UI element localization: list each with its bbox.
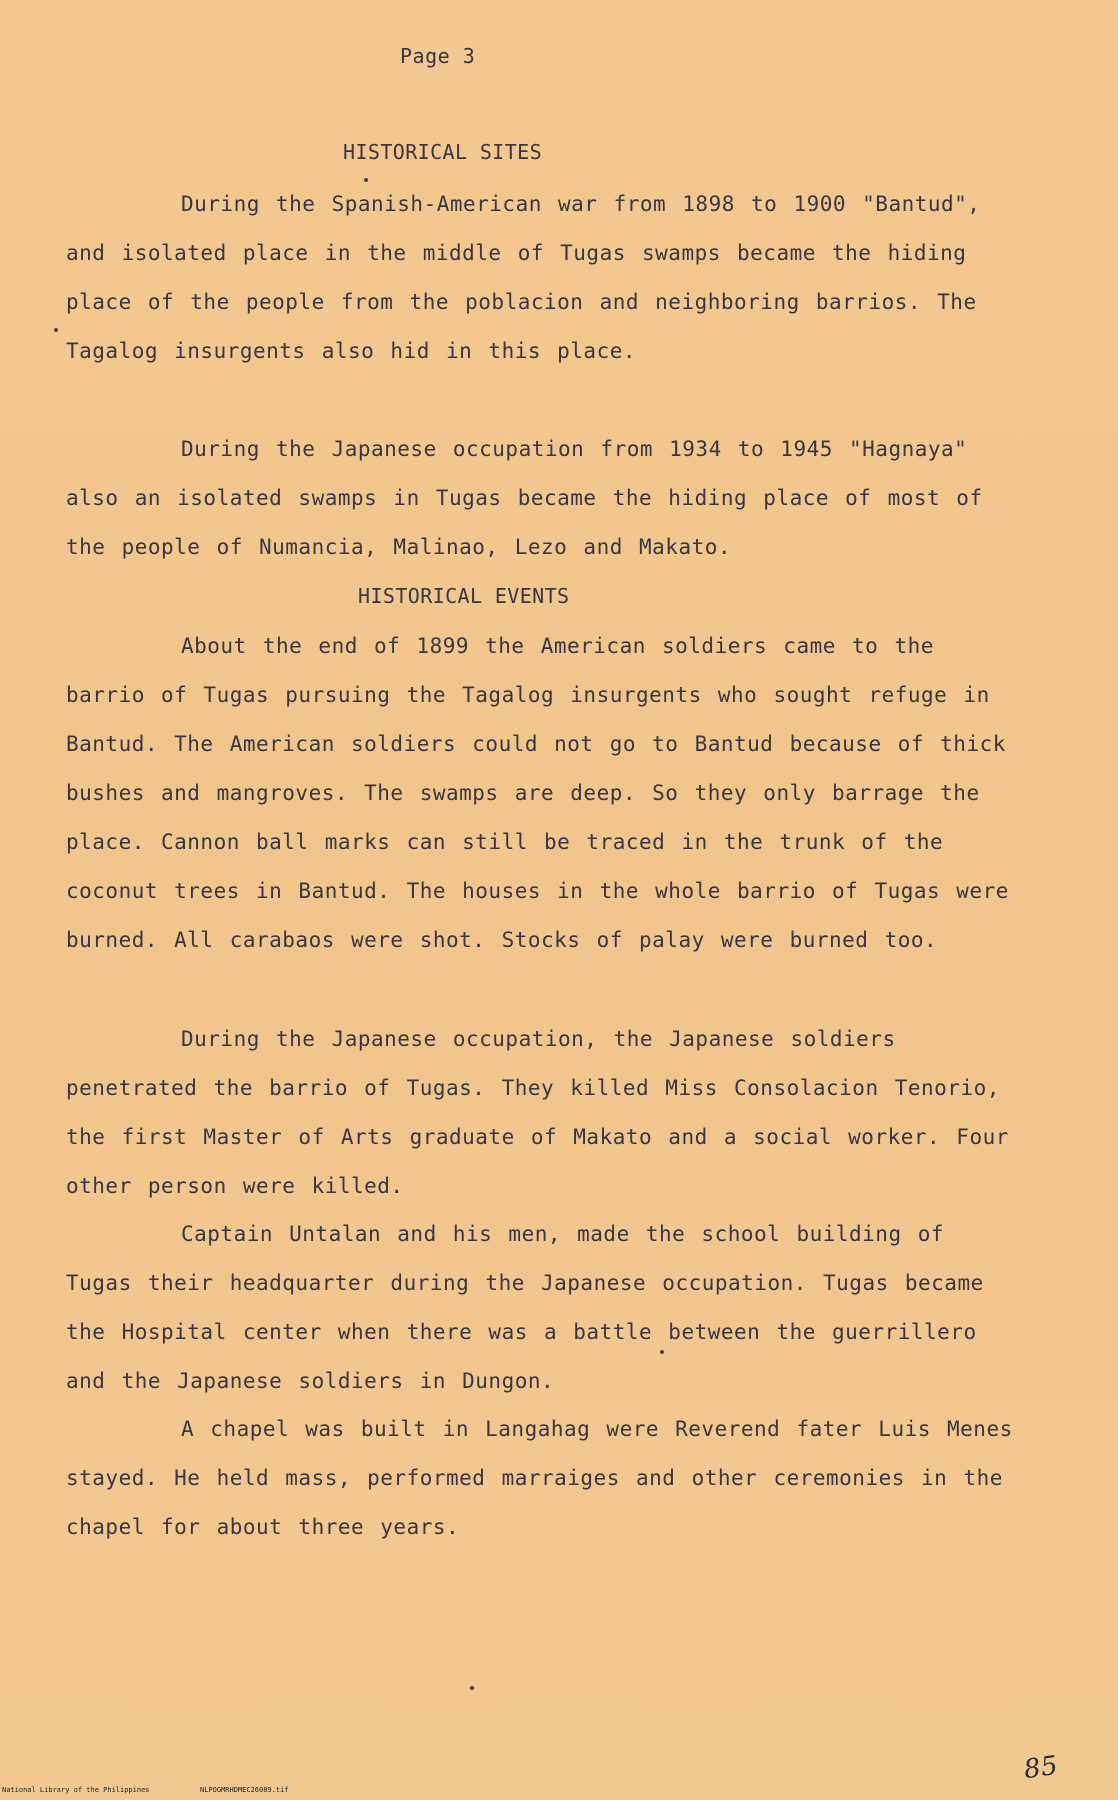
footer-library-name: National Library of the Philippines: [2, 1786, 150, 1794]
ink-speck: [364, 178, 368, 182]
paragraph-captain-untalan: Captain Untalan and his men, made the school building of Tugas their headquarter during the Japanese occupation. Tugas became the Hospital center when there was a battle between the guerrillero and the Japanese soldiers in Dungon.: [66, 1222, 984, 1393]
paragraph-hagnaya-hiding-place: During the Japanese occupation from 1934 to 1945 "Hagnaya" also an isolated swamps in Tugas became the hiding place of most of the people of Numancia, Malinao, Lezo and Makato.: [66, 437, 983, 559]
page-number: Page 3: [400, 44, 476, 68]
ink-speck: [660, 1350, 664, 1354]
paragraph-bantud-hiding-place: During the Spanish-American war from 1898 to 1900 "Bantud", and isolated place in the middle of Tugas swamps became the hiding place of the people from the poblacion and neighboring barrios. The Tagalog insurgents also hid in this place.: [66, 192, 981, 363]
heading-historical-sites: HISTORICAL SITES: [343, 140, 543, 164]
heading-historical-events: HISTORICAL EVENTS: [358, 584, 570, 608]
footer-file-id: NLPOGMRHDMEC26089.tif: [200, 1786, 289, 1794]
ink-speck: [470, 1686, 474, 1690]
ink-speck: [54, 328, 58, 332]
handwritten-page-number: 85: [1022, 1750, 1061, 1786]
paragraph-japanese-soldiers: During the Japanese occupation, the Japanese soldiers penetrated the barrio of Tugas. They killed Miss Consolacion Tenorio, the first Master of Arts graduate of Makato and a social worker. Four other person were killed.: [66, 1027, 1009, 1198]
paragraph-american-soldiers: About the end of 1899 the American soldiers came to the barrio of Tugas pursuing the Tagalog insurgents who sought refuge in Bantud. The American soldiers could not go to Bantud because of thick bushes and mangroves. The swamps are deep. So they only barrage the place. Cannon ball marks can still be traced in the trunk of the coconut trees in Bantud. The houses in the whole barrio of Tugas were burned. All carabaos were shot. Stocks of palay were burned too.: [66, 634, 1009, 952]
paragraph-chapel-langahag: A chapel was built in Langahag were Reverend fater Luis Menes stayed. He held mass, performed marraiges and other ceremonies in the chapel for about three years.: [66, 1417, 1013, 1539]
